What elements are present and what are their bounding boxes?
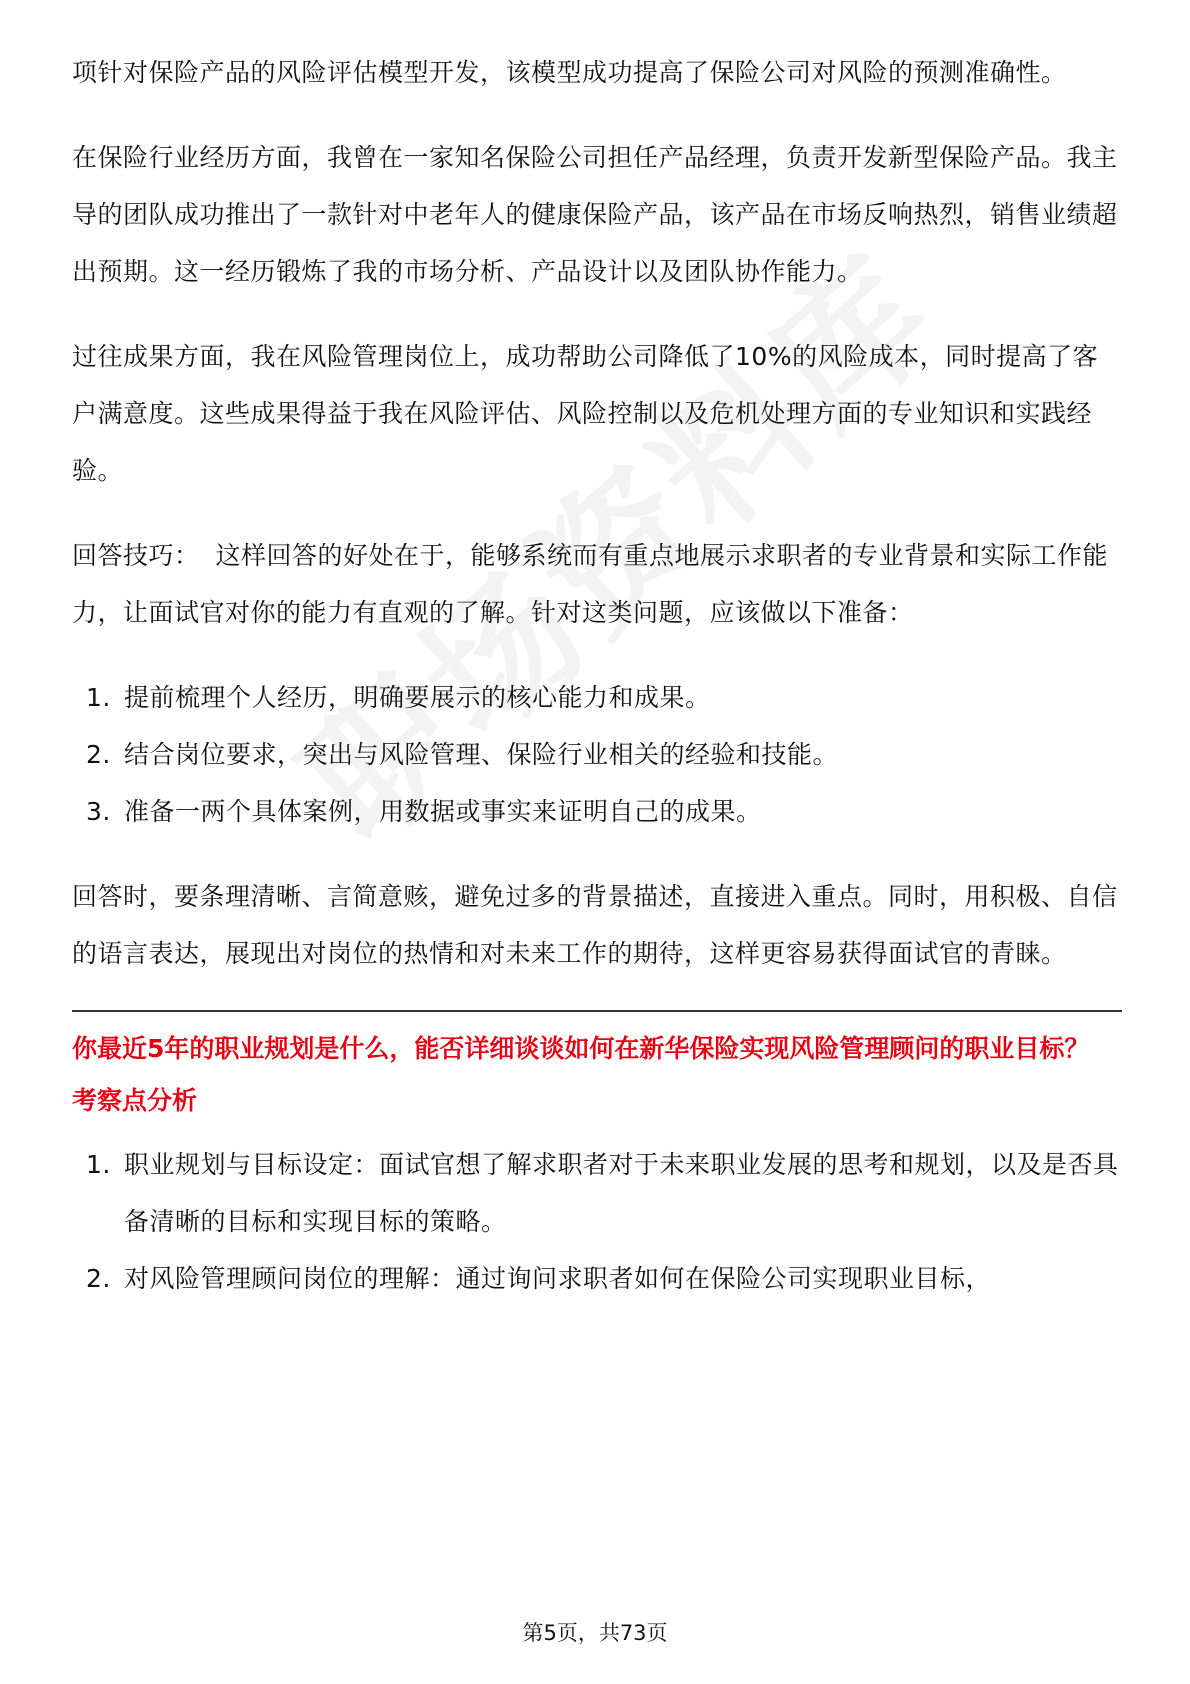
paragraph-closing-advice: 回答时，要条理清晰、言简意赅，避免过多的背景描述，直接进入重点。同时，用积极、自信的语言表达，展现出对岗位的热情和对未来工作的期待，这样更容易获得面试官的青睐。 bbox=[72, 882, 1118, 968]
list-item bbox=[72, 726, 1122, 783]
question-title: 你最近5年的职业规划是什么，能否详细谈谈如何在新华保险实现风险管理顾问的职业目标？ bbox=[72, 1034, 1090, 1063]
paragraph-industry-experience: 在保险行业经历方面，我曾在一家知名保险公司担任产品经理，负责开发新型保险产品。我主导的团队成功推出了一款针对中老年人的健康保险产品，该产品在市场反响热烈，销售业绩超出预期。这一经历锻炼了我的市场分析、产品设计以及团队协作能力。 bbox=[72, 143, 1118, 286]
list-item-text: 提前梳理个人经历，明确要展示的核心能力和成果。 bbox=[124, 683, 711, 712]
analysis-points-list bbox=[72, 1136, 1122, 1307]
list-item bbox=[72, 1136, 1122, 1250]
preparation-list bbox=[72, 669, 1122, 840]
list-number: 1. bbox=[86, 683, 111, 712]
answer-tips-text: 这样回答的好处在于，能够系统而有重点地展示求职者的专业背景和实际工作能力，让面试官对你的能力有直观的了解。针对这类问题，应该做以下准备： bbox=[72, 541, 1109, 627]
page-number-footer: 第5页，共73页 bbox=[522, 1621, 668, 1645]
list-item-text: 准备一两个具体案例，用数据或事实来证明自己的成果。 bbox=[124, 797, 762, 826]
list-item-text: 职业规划与目标设定：面试官想了解求职者对于未来职业发展的思考和规划，以及是否具备清晰的目标和实现目标的策略。 bbox=[124, 1150, 1119, 1236]
page-content bbox=[72, 44, 1122, 1307]
list-item bbox=[72, 783, 1122, 840]
paragraph-risk-model: 项针对保险产品的风险评估模型开发，该模型成功提高了保险公司对风险的预测准确性。 bbox=[72, 58, 1067, 87]
list-number: 2. bbox=[86, 1264, 111, 1293]
answer-tips-label: 回答技巧： bbox=[72, 541, 200, 570]
list-number: 1. bbox=[86, 1150, 111, 1179]
list-number: 3. bbox=[86, 797, 111, 826]
paragraph-achievements: 过往成果方面，我在风险管理岗位上，成功帮助公司降低了10%的风险成本，同时提高了客户满意度。这些成果得益于我在风险评估、风险控制以及危机处理方面的专业知识和实践经验。 bbox=[72, 342, 1099, 485]
list-item-text: 对风险管理顾问岗位的理解：通过询问求职者如何在保险公司实现职业目标， bbox=[124, 1264, 992, 1293]
list-item bbox=[72, 1250, 1122, 1307]
list-number: 2. bbox=[86, 740, 111, 769]
list-item bbox=[72, 669, 1122, 726]
answer-tips bbox=[72, 527, 1122, 641]
list-item-text: 结合岗位要求，突出与风险管理、保险行业相关的经验和技能。 bbox=[124, 740, 839, 769]
analysis-heading: 考察点分析 bbox=[72, 1086, 198, 1115]
section-divider bbox=[72, 1010, 1122, 1012]
